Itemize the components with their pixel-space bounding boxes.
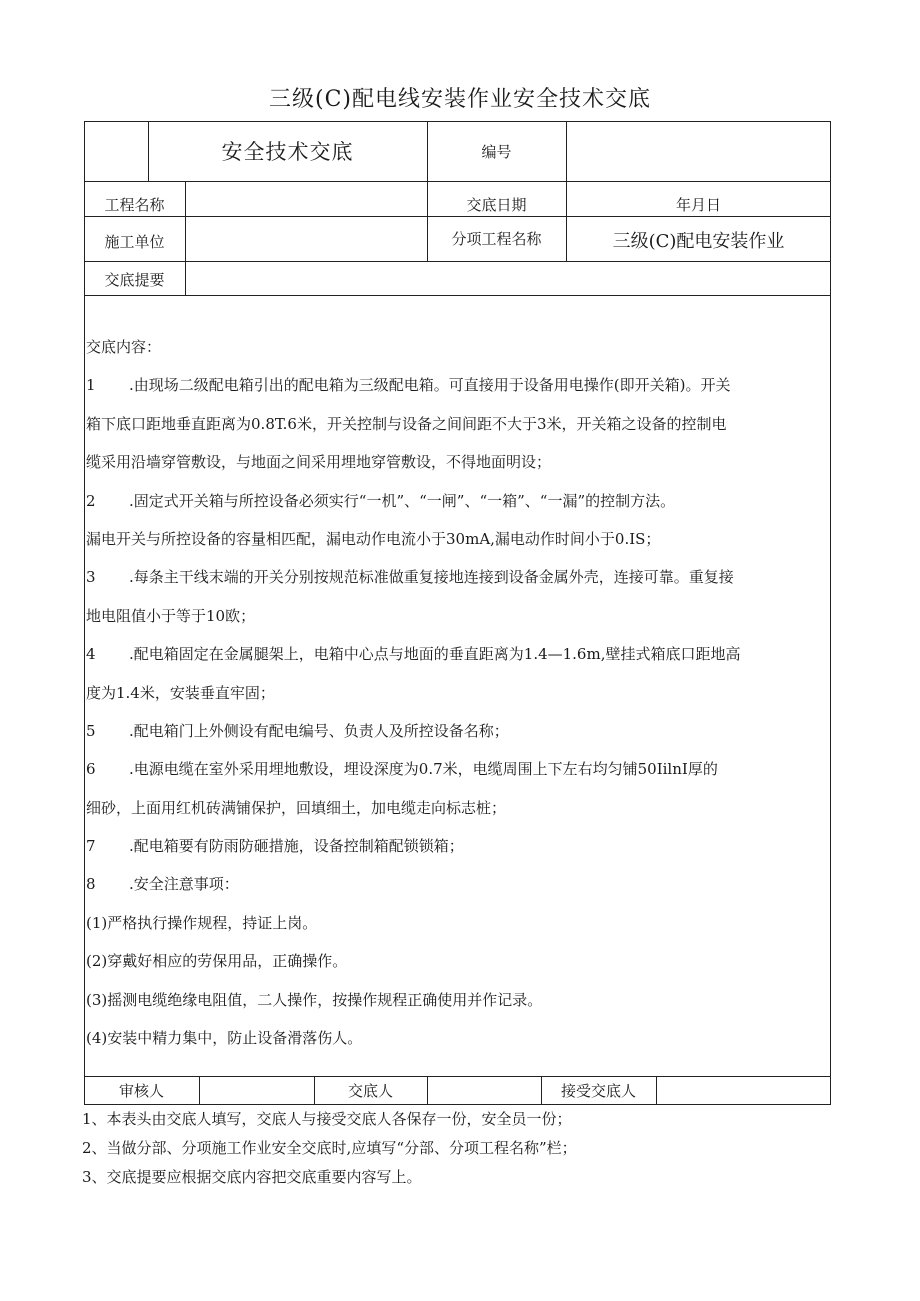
footnote: 3、交底提要应根据交底内容把交底重要内容写上。 [82, 1168, 422, 1186]
form-heading: 安全技术交底 [221, 140, 354, 164]
content-line: 地电阻值小于等于10欧； [86, 606, 256, 625]
document-title: 三级(C)配电线安装作业安全技术交底 [268, 87, 651, 112]
content-line: 4 .配电箱固定在金属腿架上，电箱中心点与地面的垂直距离为1.4—1.6m,壁挂式箱底口距地高 [86, 645, 741, 664]
content-line: 细砂，上面用红机砖满铺保护，回填细土，加电缆走向标志桩； [86, 798, 507, 817]
content-line: 1 .由现场二级配电箱引出的配电箱为三级配电箱。可直接用于设备用电操作(即开关箱)。开关 [86, 376, 731, 395]
row-divider [84, 295, 831, 296]
date-value: 年月日 [675, 195, 721, 214]
content-line: 3 .每条主干线末端的开关分别按规范标准做重复接地连接到设备金属外壳，连接可靠。重复接 [86, 568, 734, 587]
number-label: 编号 [481, 142, 512, 161]
presenter-label: 交底人 [347, 1082, 393, 1100]
content-body [86, 328, 830, 1057]
reviewer-value [199, 1076, 314, 1105]
date-label: 交底日期 [466, 195, 527, 214]
content-line: 漏电开关与所控设备的容量相匹配，漏电动作电流小于30mA,漏电动作时间小于0.IS； [86, 529, 661, 548]
summary-label: 交底提要 [104, 271, 165, 289]
content-line: (3)摇测电缆绝缘电阻值，二人操作，按操作规程正确使用并作记录。 [86, 990, 543, 1009]
summary-value [185, 261, 831, 295]
content-line: 6 .电源电缆在室外采用埋地敷设，埋设深度为0.7米，电缆周围上下左右均匀铺50IilnI厚的 [86, 760, 718, 779]
footnote: 1、本表头由交底人填写，交底人与接受交底人各保存一份，安全员一份； [82, 1110, 572, 1128]
presenter-value [427, 1076, 541, 1105]
receiver-label: 接受交底人 [560, 1082, 636, 1100]
content-line: (4)安装中精力集中，防止设备滑落伤人。 [86, 1029, 363, 1048]
content-line: (2)穿戴好相应的劳保用品，正确操作。 [86, 952, 348, 971]
subproject-label: 分项工程名称 [451, 229, 542, 248]
content-line: 度为1.4米，安装垂直牢固； [86, 683, 275, 702]
project-name-value [185, 181, 427, 216]
content-line: 8 .安全注意事项： [86, 875, 239, 894]
content-line: 2 .固定式开关箱与所控设备必须实行“一机”、“一闸”、“一箱”、“一漏”的控制方法。 [86, 491, 676, 510]
footnote: 2、当做分部、分项施工作业安全交底时,应填写“分部、分项工程名称”栏； [82, 1139, 577, 1157]
content-line: 箱下底口距地垂直距离为0.8T.6米，开关控制与设备之间间距不大于3米，开关箱之设备的控制电 [86, 414, 727, 433]
reviewer-label: 审核人 [118, 1082, 164, 1100]
project-name-label: 工程名称 [104, 195, 165, 214]
footnotes [82, 1105, 577, 1192]
content-heading: 交底内容： [86, 338, 162, 356]
content-line: (1)严格执行操作规程，持证上岗。 [86, 913, 318, 932]
content-line: 5 .配电箱门上外侧设有配电编号、负责人及所控设备名称； [86, 721, 509, 740]
contractor-value [185, 216, 427, 261]
subproject-value: 三级(C)配电安装作业 [612, 230, 785, 252]
content-line: 7 .配电箱要有防雨防砸措施，设备控制箱配锁锁箱； [86, 837, 464, 856]
number-value [566, 121, 831, 181]
content-line: 缆采用沿墙穿管敷设，与地面之间采用埋地穿管敷设，不得地面明设； [86, 453, 552, 472]
receiver-value [656, 1076, 831, 1105]
contractor-label: 施工单位 [104, 232, 165, 251]
